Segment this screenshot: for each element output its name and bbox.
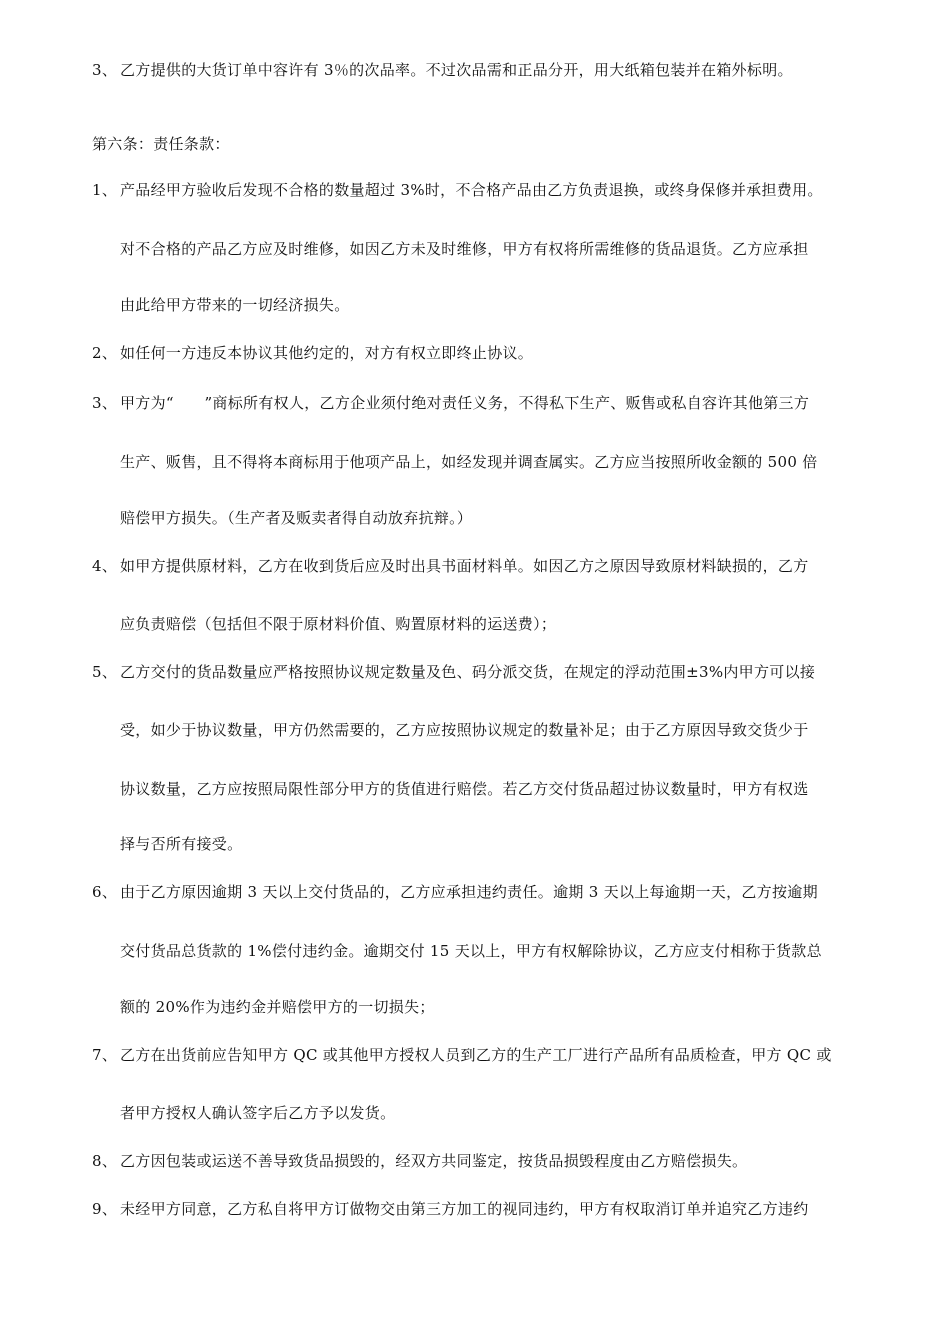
item-number: 1、 — [92, 181, 118, 199]
item-continuation: 择与否所有接受。 — [120, 835, 243, 853]
item-continuation: 对不合格的产品乙方应及时维修，如因乙方未及时维修，甲方有权将所需维修的货品退货。乙方应承担 — [120, 240, 809, 258]
item-continuation: 者甲方授权人确认签字后乙方予以发货。 — [120, 1104, 396, 1122]
item-continuation: 由此给甲方带来的一切经济损失。 — [120, 296, 350, 314]
item-text: 如甲方提供原材料，乙方在收到货后应及时出具书面材料单。如因乙方之原因导致原材料缺损的，乙方 — [120, 557, 809, 575]
item-text: 如任何一方违反本协议其他约定的，对方有权立即终止协议。 — [120, 344, 534, 362]
section-heading: 第六条：责任条款： — [92, 135, 230, 153]
item-continuation: 赔偿甲方损失。（生产者及贩卖者得自动放弃抗辩。） — [120, 509, 473, 527]
item-text: 乙方提供的大货订单中容许有 3％的次品率。不过次品需和正品分开，用大纸箱包装并在箱外标明。 — [120, 61, 793, 79]
item-number: 7、 — [92, 1046, 118, 1064]
item-continuation: 生产、贩售，且不得将本商标用于他项产品上，如经发现并调查属实。乙方应当按照所收金额的 500 倍 — [120, 453, 818, 471]
item-number: 3、 — [92, 61, 118, 79]
item-number: 2、 — [92, 344, 118, 362]
item-number: 5、 — [92, 663, 118, 681]
item-continuation: 额的 20%作为违约金并赔偿甲方的一切损失； — [120, 998, 435, 1016]
item-text: 甲方为“ ”商标所有权人，乙方企业须付绝对责任义务，不得私下生产、贩售或私自容许其他第三方 — [120, 394, 810, 412]
item-continuation: 应负责赔偿（包括但不限于原材料价值、购置原材料的运送费）； — [120, 615, 557, 633]
item-continuation: 受，如少于协议数量，甲方仍然需要的，乙方应按照协议规定的数量补足；由于乙方原因导致交货少于 — [120, 721, 809, 739]
item-continuation: 交付货品总货款的 1%偿付违约金。逾期交付 15 天以上，甲方有权解除协议，乙方应支付相称于货款总 — [120, 942, 822, 960]
item-number: 3、 — [92, 394, 118, 412]
item-text: 乙方交付的货品数量应严格按照协议规定数量及色、码分派交货，在规定的浮动范围±3%内甲方可以接 — [120, 663, 816, 681]
item-text: 由于乙方原因逾期 3 天以上交付货品的，乙方应承担违约责任。逾期 3 天以上每逾期一天，乙方按逾期 — [120, 883, 818, 901]
item-text: 乙方在出货前应告知甲方 QC 或其他甲方授权人员到乙方的生产工厂进行产品所有品质检查，甲方 QC 或 — [120, 1046, 832, 1064]
item-continuation: 协议数量，乙方应按照局限性部分甲方的货值进行赔偿。若乙方交付货品超过协议数量时，甲方有权选 — [120, 780, 809, 798]
item-number: 8、 — [92, 1152, 118, 1170]
item-number: 6、 — [92, 883, 118, 901]
item-number: 4、 — [92, 557, 118, 575]
item-text: 乙方因包装或运送不善导致货品损毁的，经双方共同鉴定，按货品损毁程度由乙方赔偿损失。 — [120, 1152, 748, 1170]
item-text: 产品经甲方验收后发现不合格的数量超过 3%时，不合格产品由乙方负责退换，或终身保修并承担费用。 — [120, 181, 823, 199]
item-number: 9、 — [92, 1200, 118, 1218]
item-text: 未经甲方同意，乙方私自将甲方订做物交由第三方加工的视同违约，甲方有权取消订单并追究乙方违约 — [120, 1200, 809, 1218]
